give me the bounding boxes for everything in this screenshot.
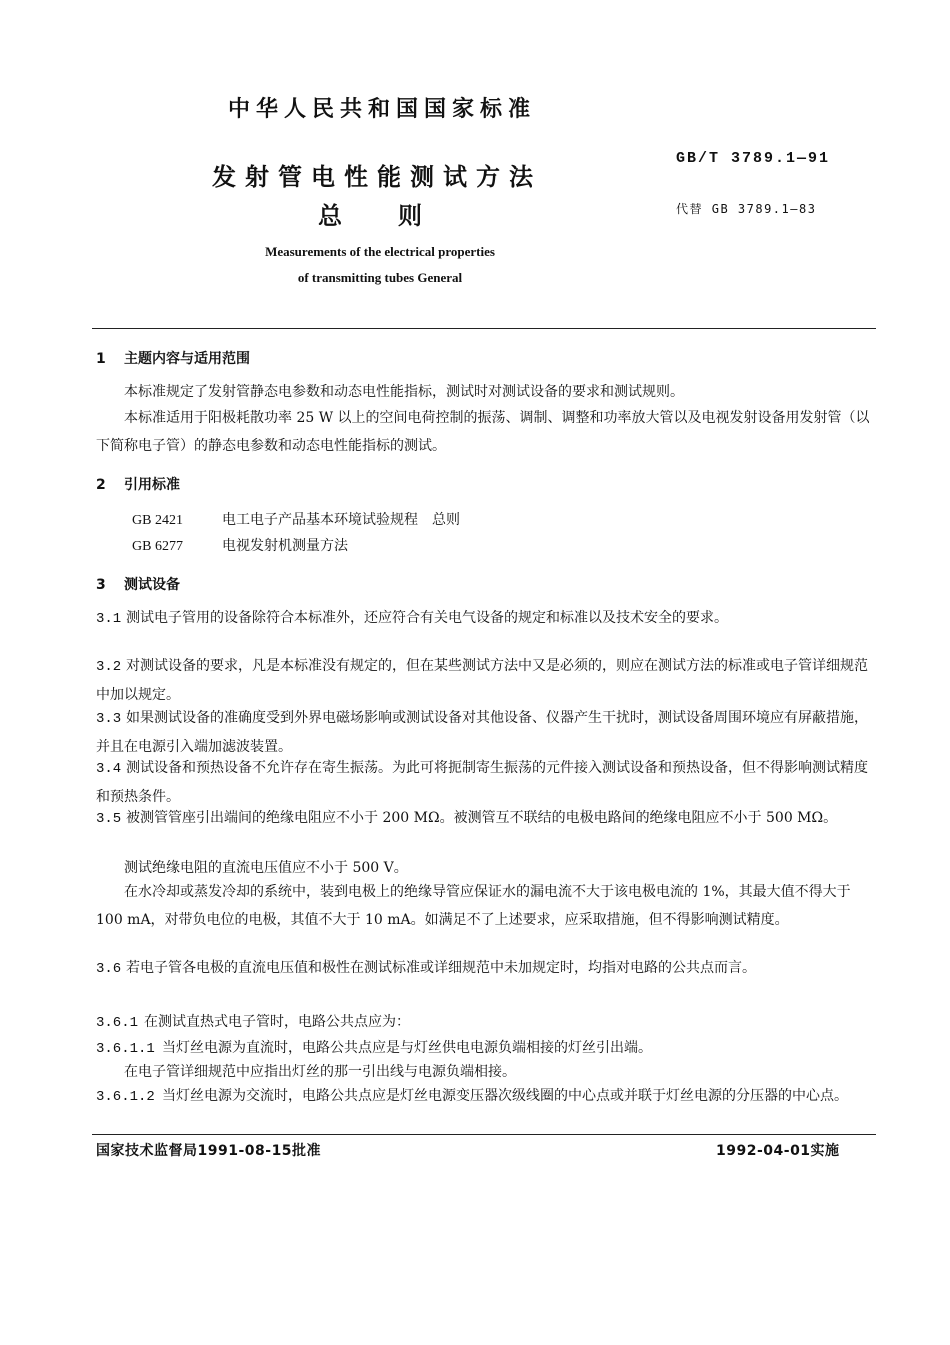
subtitle-char-2: 则 [398,202,422,230]
clause-number: 3.3 [96,711,122,727]
clause-3-5 [96,804,878,833]
clause-number: 3.4 [96,761,122,777]
section-2-heading [96,474,180,494]
reference-name: 电视发射机测量方法 [222,538,348,554]
footer-divider [92,1134,876,1135]
clause-3-6-1-2 [96,1082,878,1111]
section-1-paragraph-2: 本标准适用于阳极耗散功率 25 W 以上的空间电荷控制的振荡、调制、调整和功率放大管以及电视发射设备用发射管（以下简称电子管）的静态电参数和动态电性能指标的测试。 [96,410,870,454]
clause-text: 测试电子管用的设备除符合本标准外，还应符合有关电气设备的规定和标准以及技术安全的要求。 [126,610,728,626]
clause-3-6-1-1-paragraph-2: 在电子管详细规范中应指出灯丝的那一引出线与电源负端相接。 [124,1064,516,1080]
clause-number: 3.5 [96,811,122,827]
approval-date: 国家技术监督局1991-08-15批准 [96,1143,322,1159]
reference-item [96,532,878,561]
section-2-number: 2 [96,477,106,493]
clause-text: 在测试直热式电子管时，电路公共点应为： [144,1014,410,1030]
clause-text: 对测试设备的要求，凡是本标准没有规定的，但在某些测试方法中又是必须的，则应在测试方法的标准或电子管详细规范中加以规定。 [96,658,868,703]
clause-number: 3.1 [96,611,122,627]
clause-text: 当灯丝电源为直流时，电路公共点应是与灯丝供电电源负端相接的灯丝引出端。 [162,1040,652,1056]
document-title: 发射管电性能测试方法 [212,163,542,191]
clause-text: 当灯丝电源为交流时，电路公共点应是灯丝电源变压器次级线圈的中心点或并联于灯丝电源的分压器的中心点。 [162,1088,848,1104]
clause-3-2 [96,652,878,709]
clause-3-6-1 [96,1008,878,1037]
reference-code: GB 6277 [132,539,183,554]
clause-text: 测试设备和预热设备不允许存在寄生振荡。为此可将扼制寄生振荡的元件接入测试设备和预热设备，但不得影响测试精度和预热条件。 [96,760,868,805]
document-subtitle [318,196,478,231]
clause-text: 如果测试设备的准确度受到外界电磁场影响或测试设备对其他设备、仪器产生干扰时，测试设备周围环境应有屏蔽措施，并且在电源引入端加滤波装置。 [96,710,868,755]
clause-text: 被测管管座引出端间的绝缘电阻应不小于 200 MΩ。被测管互不联结的电极电路间的绝缘电阻应不小于 500 MΩ。 [126,810,838,826]
english-title-line-2: of transmitting tubes General [297,270,463,285]
section-1-number: 1 [96,351,106,367]
section-3-heading [96,574,180,594]
issuing-body-heading: 中华人民共和国国家标准 [228,97,537,122]
effective-date: 1992-04-01实施 [716,1143,840,1159]
reference-item [96,506,878,535]
clause-number: 3.6.1 [96,1015,139,1031]
section-3-title: 测试设备 [124,577,180,593]
section-1-paragraph-1: 本标准规定了发射管静态电参数和动态电性能指标，测试时对测试设备的要求和测试规则。 [124,384,684,400]
clause-text: 若电子管各电极的直流电压值和极性在测试标准或详细规范中未加规定时，均指对电路的公共点而言。 [126,960,756,976]
section-1-heading [96,348,250,368]
clause-number: 3.6.1.2 [96,1089,155,1105]
clause-number: 3.2 [96,659,122,675]
section-2-title: 引用标准 [124,477,180,493]
clause-number: 3.6.1.1 [96,1041,155,1057]
clause-number: 3.6 [96,961,122,977]
standard-number: GB/T 3789.1—91 [676,150,831,167]
header-divider [92,328,876,329]
clause-3-6 [96,954,878,983]
clause-3-1 [96,604,878,633]
subtitle-char-1: 总 [318,202,342,230]
reference-code: GB 2421 [132,513,183,528]
section-1-title: 主题内容与适用范围 [124,351,250,367]
replaces-standard: 代替 GB 3789.1—83 [676,202,817,216]
english-title-line-1: Measurements of the electrical properties [265,244,495,259]
section-3-number: 3 [96,577,106,593]
reference-name: 电工电子产品基本环境试验规程 总则 [222,512,460,528]
clause-3-4 [96,754,878,811]
clause-3-5-paragraph-3: 在水冷却或蒸发冷却的系统中，装到电极上的绝缘导管应保证水的漏电流不大于该电极电流的 1%，其最大值不得大于 100 mA，对带负电位的电极，其值不大于 10 mA。如满足不了上述要求，应采取措施，但不得影响测试精度。 [96,884,851,928]
clause-3-5-paragraph-2: 测试绝缘电阻的直流电压值应不小于 500 V。 [124,860,408,876]
clause-3-3 [96,704,878,761]
